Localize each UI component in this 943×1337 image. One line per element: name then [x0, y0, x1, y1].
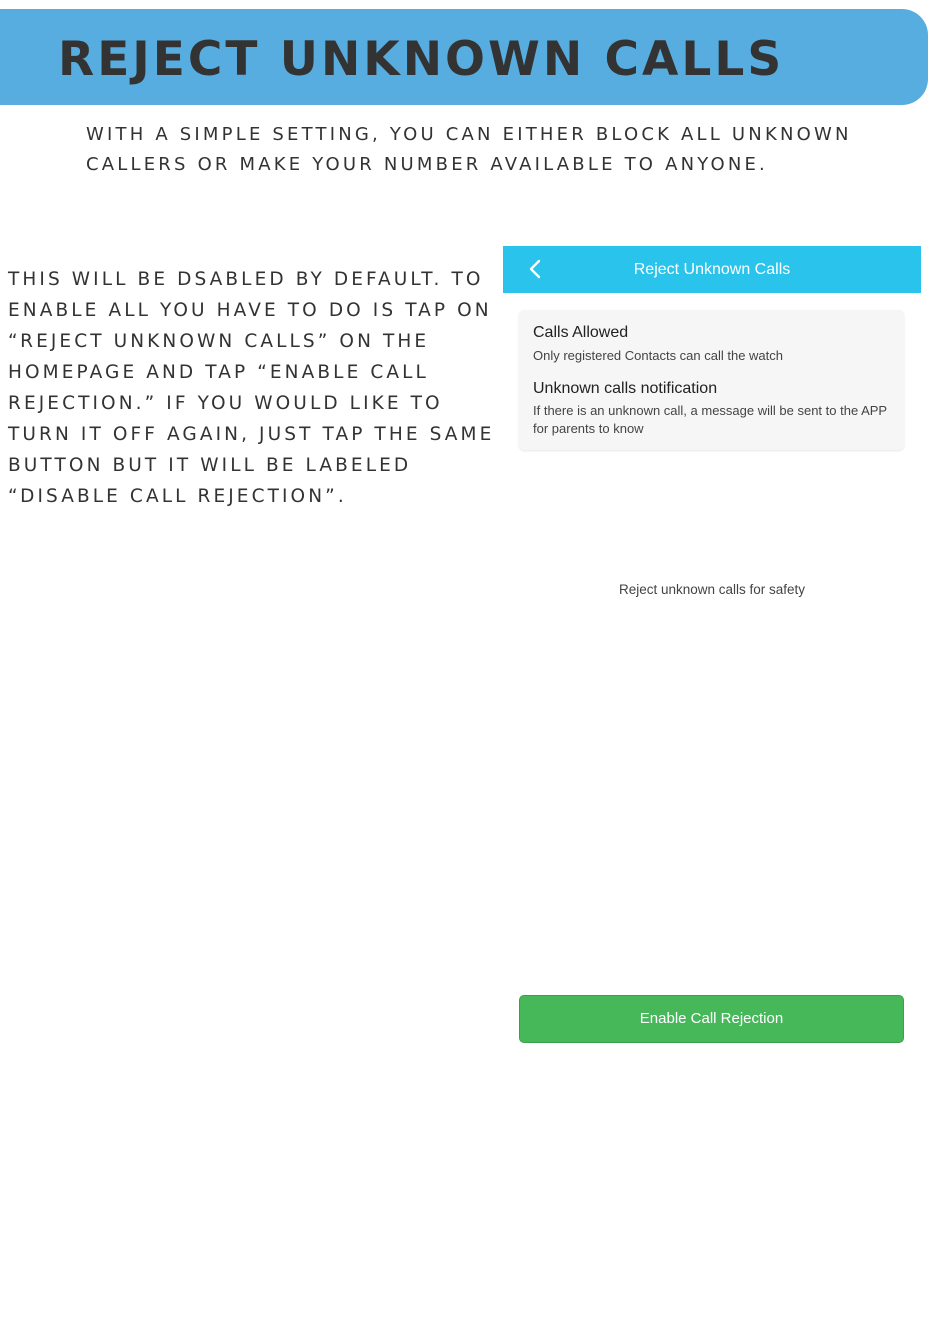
page-title: REJECT UNKNOWN CALLS	[58, 32, 785, 87]
enable-call-rejection-button[interactable]: Enable Call Rejection	[519, 995, 904, 1043]
calls-allowed-title: Calls Allowed	[533, 324, 629, 341]
app-nav-bar	[503, 246, 921, 293]
title-banner	[0, 9, 928, 105]
notification-text: If there is an unknown call, a message will be sent to the APP for parents to know	[533, 403, 887, 436]
app-screenshot	[503, 246, 921, 1056]
safety-text: Reject unknown calls for safety	[618, 582, 806, 597]
info-card	[519, 310, 904, 450]
app-nav-title: Reject Unknown Calls	[633, 261, 791, 278]
intro-text: WITH A SIMPLE SETTING, YOU CAN EITHER BLOCK ALL UNKNOWN CALLERS OR MAKE YOUR NUMBER AVAILABLE TO ANYONE.	[86, 124, 852, 175]
instructions-text: THIS WILL BE DSABLED BY DEFAULT. TO ENABLE ALL YOU HAVE TO DO IS TAP ON “REJECT UNKNOWN CALLS” ON THE HOMEPAGE AND TAP “ENABLE CALL REJECTION.” IF YOU WOULD LIKE TO TURN IT OFF AGAIN, JUST TAP THE SAME BUTTON BUT IT WILL BE LABELED “DISABLE CALL REJECTION”.	[8, 269, 495, 507]
notification-title: Unknown calls notification	[533, 380, 718, 397]
calls-allowed-text: Only registered Contacts can call the watch	[533, 348, 784, 363]
